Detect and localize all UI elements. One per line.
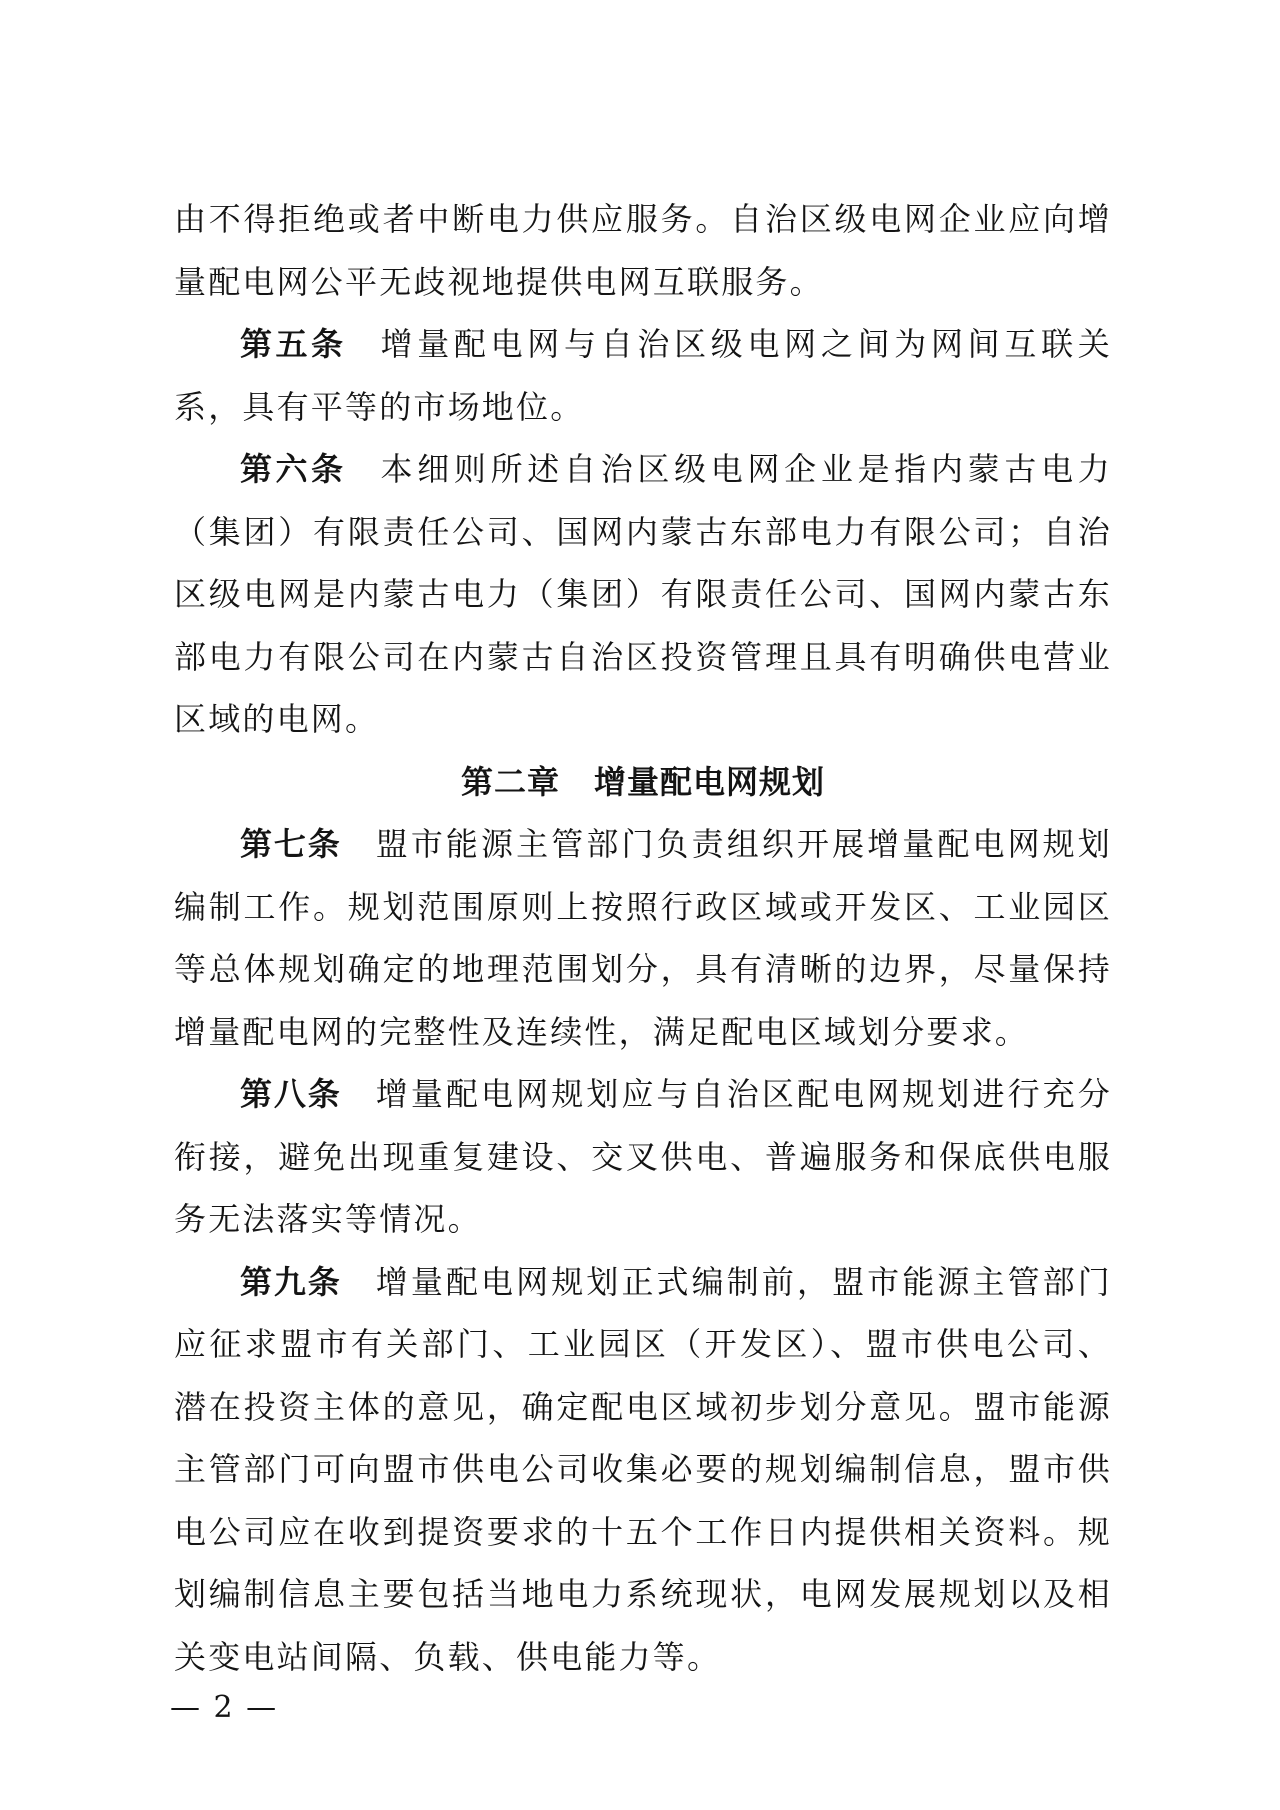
article-text: 盟市能源主管部门负责组织开展增量配电网规划编制工作。规划范围原则上按照行政区域或开发区、工业园区等总体规划确定的地理范围划分，具有清晰的边界，尽量保持增量配电网的完整性及连续性，满足配电区域划分要求。 bbox=[174, 825, 1112, 1051]
page-number: — 2 — bbox=[170, 1690, 279, 1725]
article-text: 增量配电网规划正式编制前，盟市能源主管部门应征求盟市有关部门、工业园区（开发区）、盟市供电公司、潜在投资主体的意见，确定配电区域初步划分意见。盟市能源主管部门可向盟市供电公司收集必要的规划编制信息，盟市供电公司应在收到提资要求的十五个工作日内提供相关资料。规划编制信息主要包括当地电力系统现状，电网发展规划以及相关变电站间隔、负载、供电能力等。 bbox=[174, 1262, 1112, 1676]
article-paragraph bbox=[174, 1063, 1112, 1251]
article-paragraph bbox=[174, 813, 1112, 1063]
chapter-heading bbox=[174, 751, 1112, 814]
article-text: 增量配电网与自治区级电网之间为网间互联关系，具有平等的市场地位。 bbox=[174, 325, 1112, 426]
article-number: 第八条 bbox=[240, 1075, 342, 1113]
article-paragraph bbox=[174, 1251, 1112, 1689]
chapter-number: 第二章 bbox=[460, 762, 560, 801]
article-list-part1 bbox=[174, 313, 1112, 751]
article-list-part2 bbox=[174, 813, 1112, 1688]
document-body bbox=[174, 188, 1112, 1688]
article-text: 增量配电网规划应与自治区配电网规划进行充分衔接，避免出现重复建设、交叉供电、普遍服务和保底供电服务无法落实等情况。 bbox=[174, 1075, 1112, 1238]
chapter-title: 增量配电网规划 bbox=[594, 762, 826, 801]
article-number: 第七条 bbox=[240, 825, 342, 863]
article-number: 第六条 bbox=[240, 450, 347, 488]
article-number: 第九条 bbox=[240, 1262, 342, 1301]
article-number: 第五条 bbox=[240, 325, 347, 363]
continuation-paragraph: 由不得拒绝或者中断电力供应服务。自治区级电网企业应向增量配电网公平无歧视地提供电网互联服务。 bbox=[174, 200, 1112, 301]
article-text: 本细则所述自治区级电网企业是指内蒙古电力（集团）有限责任公司、国网内蒙古东部电力有限公司；自治区级电网是内蒙古电力（集团）有限责任公司、国网内蒙古东部电力有限公司在内蒙古自治区投资管理且具有明确供电营业区域的电网。 bbox=[174, 450, 1112, 738]
article-paragraph bbox=[174, 313, 1112, 438]
article-paragraph bbox=[174, 438, 1112, 751]
